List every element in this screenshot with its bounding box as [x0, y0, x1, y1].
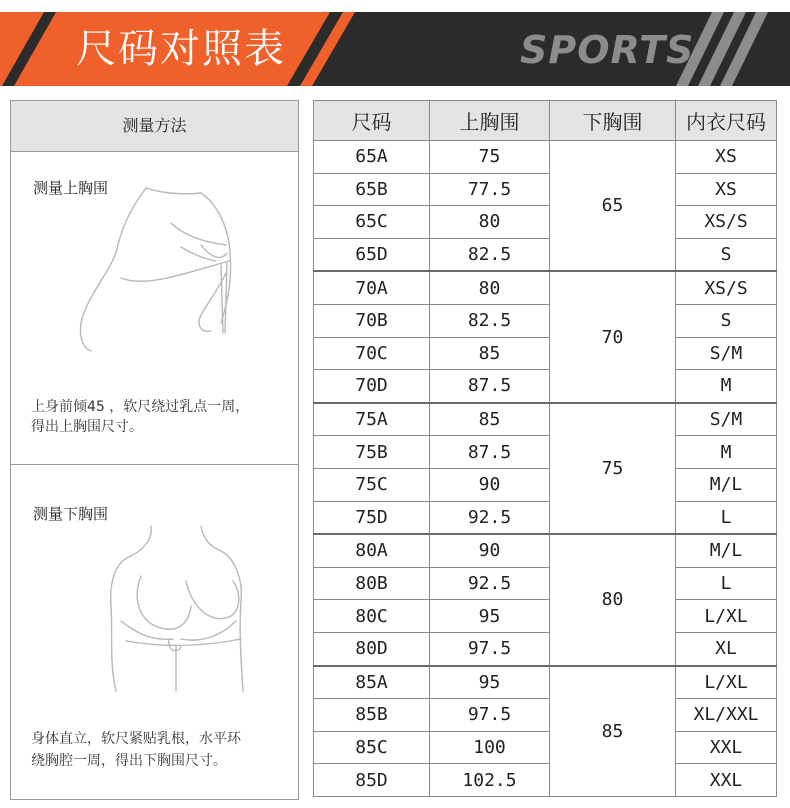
cell-bra-size: S/M [676, 403, 777, 436]
size-table-body [314, 141, 777, 797]
header-bra-size: 内衣尺码 [676, 101, 777, 141]
table-row [314, 370, 777, 403]
cell-upper-bust: 97.5 [430, 699, 550, 732]
cell-bra-size: M [676, 436, 777, 469]
cell-upper-bust: 95 [430, 600, 550, 633]
cell-bra-size: S [676, 238, 777, 271]
cell-bra-size: L/XL [676, 666, 777, 699]
cell-upper-bust: 75 [430, 141, 550, 174]
cell-upper-bust: 100 [430, 731, 550, 764]
cell-under-bust: 85 [550, 666, 676, 797]
upper-bust-title: 测量上胸围 [33, 179, 109, 197]
table-row [314, 666, 777, 699]
table-row [314, 337, 777, 370]
cell-size: 75C [314, 468, 430, 501]
upper-bust-desc-line1: 上身前倾45 ，软尺绕过乳点一周， [31, 399, 250, 415]
table-row [314, 141, 777, 174]
cell-upper-bust: 85 [430, 403, 550, 436]
table-row [314, 600, 777, 633]
measurement-heading: 测量方法 [11, 101, 298, 152]
under-bust-title: 测量下胸围 [33, 505, 109, 523]
cell-size: 80A [314, 534, 430, 567]
cell-bra-size: L [676, 567, 777, 600]
cell-upper-bust: 90 [430, 534, 550, 567]
cell-bra-size: L/XL [676, 600, 777, 633]
table-row [314, 403, 777, 436]
cell-upper-bust: 97.5 [430, 632, 550, 665]
measurement-panel [10, 100, 299, 800]
under-bust-illustration-icon [81, 521, 261, 701]
cell-bra-size: M/L [676, 534, 777, 567]
size-table [313, 100, 777, 797]
cell-bra-size: XXL [676, 731, 777, 764]
header-banner [0, 12, 790, 86]
table-row [314, 534, 777, 567]
cell-size: 70D [314, 370, 430, 403]
cell-bra-size: XS/S [676, 206, 777, 239]
cell-upper-bust: 92.5 [430, 567, 550, 600]
cell-bra-size: S/M [676, 337, 777, 370]
cell-bra-size: XL [676, 632, 777, 665]
under-bust-desc-line2: 绕胸腔一周，得出下胸围尺寸。 [31, 753, 227, 769]
cell-under-bust: 65 [550, 141, 676, 272]
cell-size: 80D [314, 632, 430, 665]
table-row [314, 304, 777, 337]
header-upper-bust: 上胸围 [430, 101, 550, 141]
cell-size: 85A [314, 666, 430, 699]
table-row [314, 567, 777, 600]
cell-upper-bust: 87.5 [430, 370, 550, 403]
cell-upper-bust: 80 [430, 271, 550, 304]
cell-under-bust: 80 [550, 534, 676, 665]
cell-size: 75B [314, 436, 430, 469]
table-row [314, 206, 777, 239]
cell-size: 75D [314, 501, 430, 534]
table-row [314, 238, 777, 271]
cell-size: 70A [314, 271, 430, 304]
cell-bra-size: L [676, 501, 777, 534]
cell-upper-bust: 80 [430, 206, 550, 239]
cell-size: 65C [314, 206, 430, 239]
cell-size: 80B [314, 567, 430, 600]
page-title: 尺码对照表 [76, 26, 286, 72]
cell-size: 65A [314, 141, 430, 174]
cell-bra-size: XS [676, 173, 777, 206]
cell-bra-size: XL/XXL [676, 699, 777, 732]
cell-upper-bust: 85 [430, 337, 550, 370]
cell-upper-bust: 102.5 [430, 764, 550, 797]
table-row [314, 173, 777, 206]
panel-divider [11, 464, 298, 465]
header-under-bust: 下胸围 [550, 101, 676, 141]
cell-size: 70C [314, 337, 430, 370]
cell-size: 80C [314, 600, 430, 633]
brand-logo: SPORTS [520, 28, 695, 72]
cell-upper-bust: 92.5 [430, 501, 550, 534]
table-header-row [314, 101, 777, 141]
upper-bust-illustration-icon [51, 183, 271, 353]
cell-size: 75A [314, 403, 430, 436]
cell-upper-bust: 95 [430, 666, 550, 699]
cell-size: 85C [314, 731, 430, 764]
table-row [314, 699, 777, 732]
cell-bra-size: S [676, 304, 777, 337]
table-row [314, 632, 777, 665]
under-bust-desc-line1: 身体直立，软尺紧贴乳根，水平环 [31, 731, 241, 747]
cell-size: 70B [314, 304, 430, 337]
cell-bra-size: XS [676, 141, 777, 174]
table-row [314, 436, 777, 469]
cell-upper-bust: 77.5 [430, 173, 550, 206]
cell-bra-size: M [676, 370, 777, 403]
header-size: 尺码 [314, 101, 430, 141]
cell-upper-bust: 87.5 [430, 436, 550, 469]
cell-upper-bust: 82.5 [430, 304, 550, 337]
cell-size: 85B [314, 699, 430, 732]
cell-upper-bust: 90 [430, 468, 550, 501]
cell-size: 65B [314, 173, 430, 206]
cell-under-bust: 75 [550, 403, 676, 534]
table-row [314, 271, 777, 304]
table-row [314, 501, 777, 534]
cell-size: 85D [314, 764, 430, 797]
cell-upper-bust: 82.5 [430, 238, 550, 271]
cell-bra-size: XS/S [676, 271, 777, 304]
cell-size: 65D [314, 238, 430, 271]
cell-bra-size: M/L [676, 468, 777, 501]
cell-bra-size: XXL [676, 764, 777, 797]
table-row [314, 731, 777, 764]
table-row [314, 468, 777, 501]
cell-under-bust: 70 [550, 271, 676, 402]
upper-bust-desc-line2: 得出上胸围尺寸。 [31, 419, 143, 435]
table-row [314, 764, 777, 797]
